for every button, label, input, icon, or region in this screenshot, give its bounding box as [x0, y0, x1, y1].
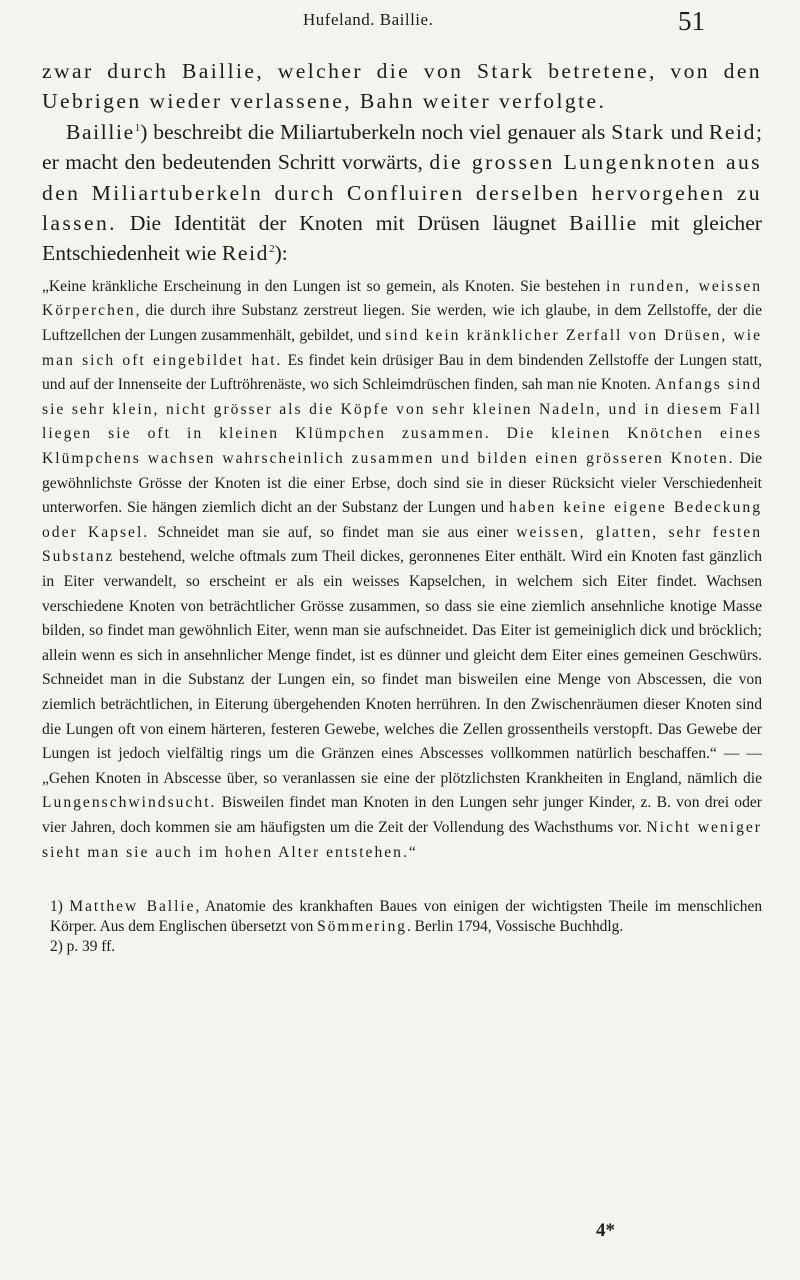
quote-text: Es findet kein drüsiger Bau in dem bindenden Zellstoffe der Lungen statt, und auf der Innenseite der Luftröhrenäste, wo sich Schleimdrüschen finden, sah man nie Knoten.	[42, 351, 762, 394]
quote-emphasis: Lungenschwindsucht.	[42, 794, 217, 812]
paragraph-continuation	[42, 56, 762, 117]
quote-emphasis: Nicht weniger sieht man sie auch im hohen Alter entstehen.	[42, 818, 762, 861]
author-name: Baillie	[569, 211, 638, 236]
page-number: 51	[678, 6, 705, 36]
author-name: Stark	[611, 119, 665, 144]
text-run: mit gleicher Entschiedenheit wie	[42, 211, 762, 266]
quote-text: Bisweilen findet man Knoten in den Lungen sehr junger Kinder, z. B. von drei oder vier Jahren, doch kommen sie am häufigsten um die Zeit der Vollendung des Wachsthums vor.	[42, 794, 762, 836]
emphasized-text: die grossen Lungenknoten aus den Miliartuberkeln durch Confluiren derselben hervorgehen zu lassen.	[42, 150, 762, 236]
quote-emphasis: haben keine eigene Bedeckung oder Kapsel.	[42, 499, 762, 541]
author-name: Reid	[708, 119, 756, 144]
footnote-number: 1)	[50, 898, 70, 916]
quote-text: , die durch ihre Substanz zerstreut liegen. Sie werden, wie ich glaube, in dem Zellstoffe, der die Luftzellchen der Lungen zusammenhält, gebildet, und	[42, 302, 762, 345]
quote-text: Die gewöhnlichste Grösse der Knoten ist die einer Erbse, doch sind sie in dieser Rücksicht vieler Verschiedenheit unterworfen. Sie hängen ziemlich dicht an der Substanz der Lungen und	[42, 450, 762, 517]
footnote-text: . Berlin 1794, Vossische Buchhdlg.	[406, 918, 624, 936]
author-name: Reid	[221, 241, 270, 266]
text-run: ; er macht den bedeutenden Schritt vorwärts,	[42, 119, 762, 175]
quote-emphasis: weissen, glatten, sehr festen Substanz	[42, 523, 762, 566]
footnote-1	[50, 897, 762, 937]
footnote-2: 2) p. 39 ff.	[50, 938, 116, 956]
quote-emphasis: in runden, weissen Körperchen	[42, 277, 762, 320]
running-title: Hufeland. Baillie.	[303, 10, 434, 29]
quote-emphasis: Anfangs sind sie sehr klein, nicht grösser als die Köpfe von sehr kleinen Nadeln, und in diesem Fall liegen sie oft in kleinen Klümpchen zusammen. Die kleinen Knötchen eines Klümpchens wachsen wahrscheinlich zusammen und bilden einen grösseren Knoten.	[42, 376, 762, 467]
quote-text: „Keine kränkliche Erscheinung in den Lungen ist so gemein, als Knoten. Sie bestehen	[42, 277, 606, 295]
footnote-translator: Sömmering	[317, 918, 407, 936]
quote-text: bestehend, welche oftmals zum Theil dickes, geronnenes Eiter enthält. Wird ein Knoten fast gänzlich in Eiter verwandelt, so erscheint er als ein weisses Kapselchen, in welchem sich Eiter findet. Wachsen verschiedene Knoten von beträchtlicher Grösse zusammen, so dass sie eine ziemlich ansehnliche knotige Masse bilden, so findet man gewöhnlich Eiter, wenn man sie aufschneidet. Das Eiter ist gemeiniglich dick und bröcklich; allein wenn es sich in ansehnlicher Menge findet, ist es dünner und gleicht dem Eiter eines gemeinen Geschwürs. Schneidet man in die Substanz der Lungen ein, so findet man bisweilen eine Menge von Abscessen, die von ziemlich beträchtlichen, in Eiterung übergehenden Knoten herrühren. In den Zwischenräumen dieser Knoten sind die Lungen oft von einem härteren, festeren Gewebe, welches die Zellen grossentheils verstopft. Das Gewebe der Lungen ist jedoch vielfältig rings um die Gränzen eines Abscesses vollkommen natürlich beschaffen.“ — — „Gehen Knoten in Abscesse über, so veranlassen sie eine der plötzlichsten Krankheiten in England, nämlich die	[42, 548, 762, 787]
paragraph-baillie	[42, 117, 762, 269]
footnotes	[42, 897, 762, 957]
text-run: Die Identität der Knoten mit Drüsen läugnet	[116, 211, 570, 236]
signature-mark: 4*	[596, 1220, 615, 1241]
footnote-ref-2: 2	[269, 243, 275, 256]
footnote-author: Matthew Ballie	[69, 898, 196, 916]
text-run: und	[664, 119, 709, 144]
block-quote	[42, 275, 762, 865]
quote-emphasis: sind kein kränklicher Zerfall von Drüsen, wie man sich oft eingebildet hat.	[42, 327, 762, 369]
author-name: Baillie	[66, 119, 135, 144]
footnote-text: , Anatomie des krankhaften Baues von einigen der wichtigsten Theile im menschlichen Körper. Aus dem Englischen übersetzt von	[50, 898, 763, 936]
quote-text: “	[408, 843, 416, 861]
body-text	[42, 56, 762, 957]
footnote-ref-1: 1	[134, 121, 141, 134]
running-header	[0, 8, 800, 38]
quote-text: Schneidet man sie auf, so findet man sie aus einer	[149, 523, 517, 541]
paragraph-continuation-text: zwar durch Baillie, welcher die von Stark betretene, von den Uebrigen wieder verlassene, Bahn weiter verfolgte.	[42, 59, 762, 114]
text-run: ) beschreibt die Miliartuberkeln noch viel genauer als	[140, 119, 612, 144]
text-run: ):	[274, 241, 288, 266]
